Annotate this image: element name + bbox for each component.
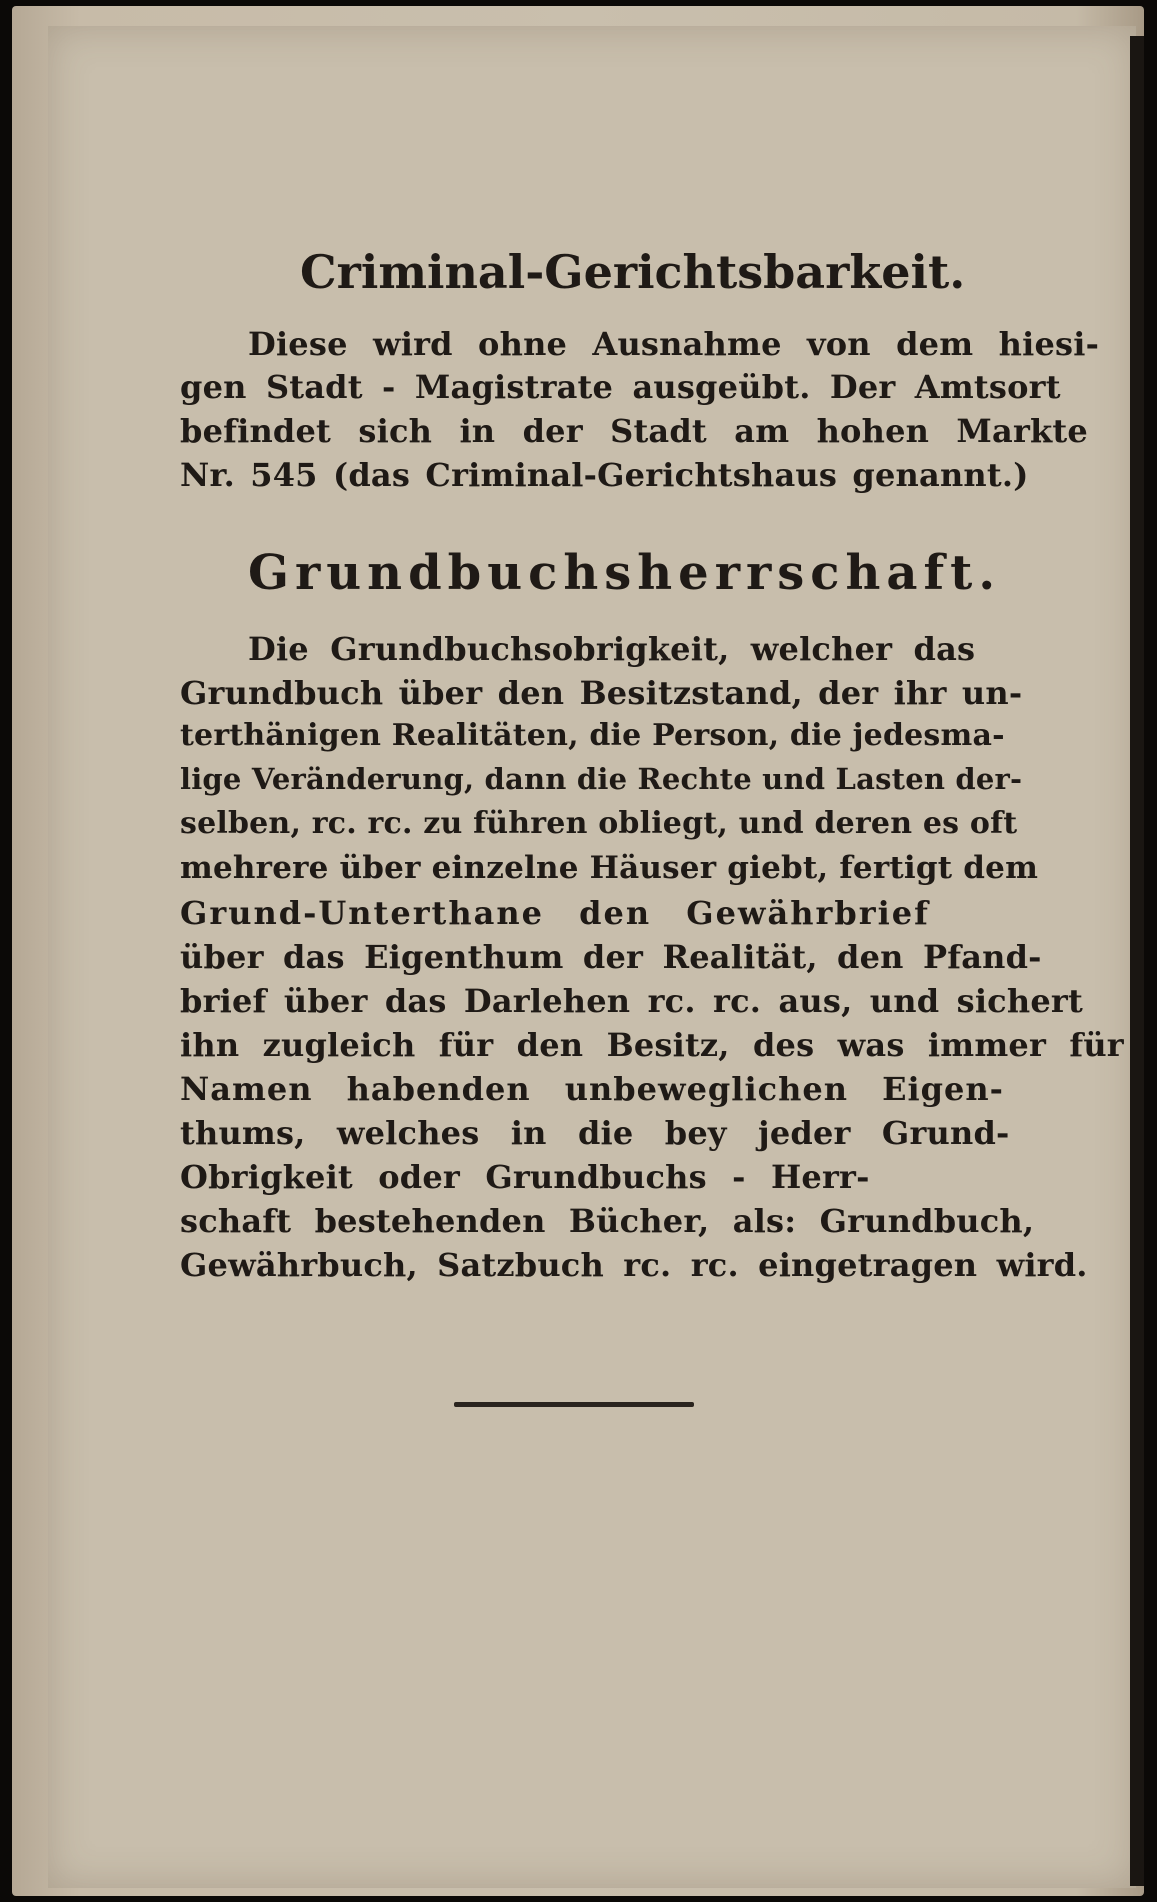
- section-1-line: befindet sich in der Stadt am hohen Markte: [180, 412, 1088, 450]
- section-divider-rule: [454, 1402, 694, 1407]
- section-2-line: Gewährbuch, Satzbuch rc. rc. eingetragen wird.: [180, 1246, 1088, 1284]
- section-2-line: schaft bestehenden Bücher, als: Grundbuch,: [180, 1202, 1035, 1240]
- section-2-line: lige Veränderung, dann die Rechte und Lasten der-: [180, 762, 1023, 796]
- section-2-line: über das Eigenthum der Realität, den Pfand-: [180, 938, 1042, 976]
- section-2-line: Die Grundbuchsobrigkeit, welcher das: [248, 630, 976, 668]
- section-2-line: Grundbuch über den Besitzstand, der ihr un-: [180, 674, 1023, 712]
- section-2-line: selben, rc. rc. zu führen obliegt, und deren es oft: [180, 806, 1018, 841]
- section-2-line: terthänigen Realitäten, die Person, die jedesma-: [180, 718, 1005, 753]
- section-title-criminal: Criminal-Gerichtsbarkeit.: [300, 245, 966, 299]
- section-2-line: Namen habenden unbeweglichen Eigen-: [180, 1070, 1004, 1108]
- section-2-line: mehrere über einzelne Häuser giebt, fertigt dem: [180, 850, 1039, 886]
- section-2-line: Grund-Unterthane den Gewährbrief: [180, 894, 930, 932]
- section-2-line: Obrigkeit oder Grundbuchs - Herr-: [180, 1158, 870, 1196]
- section-2-line: ihn zugleich für den Besitz, des was immer für: [180, 1026, 1124, 1064]
- section-title-grundbuch: Grundbuchsherrschaft.: [248, 545, 1002, 601]
- section-1-line: gen Stadt - Magistrate ausgeübt. Der Amtsort: [180, 368, 1061, 406]
- section-2-line: thums, welches in die bey jeder Grund-: [180, 1114, 1010, 1152]
- section-2-line: brief über das Darlehen rc. rc. aus, und sichert: [180, 982, 1083, 1020]
- section-1-line: Diese wird ohne Ausnahme von dem hiesi-: [248, 325, 1100, 363]
- binding-edge: [1130, 36, 1144, 1886]
- section-1-line: Nr. 545 (das Criminal-Gerichtshaus genannt.): [180, 456, 1029, 494]
